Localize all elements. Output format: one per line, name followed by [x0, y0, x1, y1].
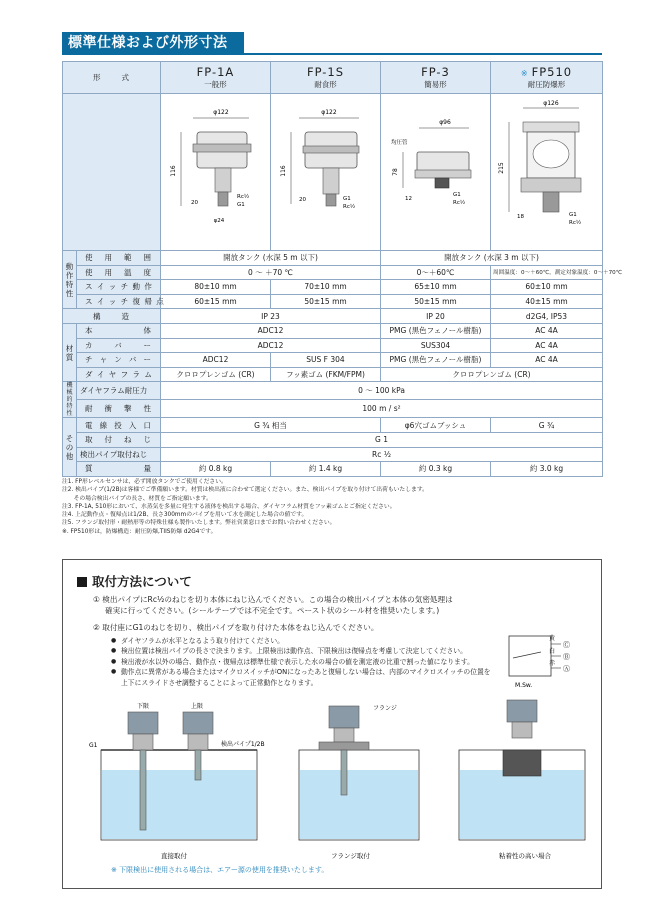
row-structure: 構 造 IP 23 IP 20 d2G4, IP53: [63, 309, 603, 324]
svg-text:G1: G1: [237, 202, 245, 208]
svg-text:20: 20: [191, 200, 198, 206]
model-fp510: ※ FP510 耐圧防爆形: [491, 62, 603, 94]
svg-text:検出パイプ1/2B: 検出パイプ1/2B: [221, 741, 265, 748]
row-chamber: チ ャ ン バ ー ADC12 SUS F 304 PMG (黒色フェノール樹脂) AC 4A: [63, 353, 603, 368]
drawing-fp1s: [271, 94, 381, 251]
drawing-fp510: [491, 94, 603, 251]
install-bullets: ● ダイヤフラムが水平となるよう取り付けてください。 ● 検出位置は検出パイプの長さで決まります。上限検出は動作点、下限検出は復帰点を考慮して決定してください。 ● 検出液が水以外の場合、動作点・復帰点は標準仕様で表示した水の場合の値を測定液の比重で割った値になります。 ● 動作点に異常がある場合またはマイクロスイッチがONになったあと復帰しない場合は、内部のマイクロスイッチの位置を上下にスライドさせ調整することによって正常動作となります。: [111, 636, 491, 688]
install-step-1: ① 検出パイプにRc½のねじを切り本体にねじ込んでください。この場合の検出パイプと本体の気密処理は 確実に行ってください。(シールテープでは不完全です。ペースト状のシール材を推奨いたします。): [93, 595, 453, 615]
header-label: 形 式: [63, 62, 161, 94]
row-diaphragm: ダ イ ヤ フ ラ ム クロロプレンゴム (CR) フッ素ゴム (FKM/FPM) クロロプレンゴム (CR): [63, 367, 603, 382]
svg-text:下限: 下限: [137, 703, 150, 710]
svg-text:20: 20: [299, 197, 306, 203]
svg-text:φ24: φ24: [213, 218, 225, 224]
svg-text:φ122: φ122: [213, 109, 229, 116]
group-other: その他: [63, 418, 77, 476]
drawing-row: [63, 94, 603, 251]
drawing-fp3: [381, 94, 491, 251]
svg-text:赤: 赤: [549, 660, 556, 667]
svg-text:Ⓑ: Ⓑ: [563, 653, 570, 661]
svg-text:78: 78: [392, 168, 399, 176]
svg-text:Rc½: Rc½: [343, 204, 356, 210]
svg-text:白: 白: [549, 648, 556, 655]
svg-text:均圧管: 均圧管: [391, 140, 408, 146]
svg-text:φ122: φ122: [321, 109, 337, 116]
svg-text:φ96: φ96: [439, 119, 451, 126]
row-mount-screw: 取 付 ね じ G 1: [63, 432, 603, 447]
switch-diagram: [501, 630, 577, 694]
svg-text:直接取付: 直接取付: [161, 852, 187, 860]
svg-text:12: 12: [405, 196, 412, 202]
svg-text:G1: G1: [569, 212, 577, 218]
svg-text:Rc½: Rc½: [237, 194, 250, 200]
install-box: [62, 559, 602, 889]
svg-text:φ126: φ126: [543, 100, 559, 107]
group-mech: 機械的特性: [63, 382, 77, 418]
row-cover: カ バ ー ADC12 SUS304 AC 4A: [63, 338, 603, 353]
row-shock: 耐 衝 撃 性 100 m / s²: [63, 400, 603, 418]
spec-table: [62, 61, 623, 477]
svg-text:18: 18: [517, 214, 524, 220]
model-fp1a: FP-1A 一般形: [161, 62, 271, 94]
svg-text:G1: G1: [343, 196, 351, 202]
svg-text:G1: G1: [453, 192, 461, 198]
svg-text:Rc½: Rc½: [453, 200, 466, 206]
model-fp3: FP-3 簡易形: [381, 62, 491, 94]
row-pressure: 機械的特性 ダイヤフラム耐圧力 0 ～ 100 kPa: [63, 382, 603, 400]
row-pipe-screw: 検出パイプ取付ねじ Rc ½: [63, 447, 603, 462]
notes: 注1. FP形レベルセンサは、必ず開放タンクでご使用ください。 注2. 検出パイプ(1/2B)は客様でご準備願います。材質は検出液に合わせて選定ください。また、検出パイプを取り付けて出荷もいたします。 その場合検出パイプの長さ、材質をご指定願います。 注3. FP-1A, 510形において、水蒸気を多量に発生する液体を検出する場合、ダイヤフラム材質をフッ素ゴムとご指定ください。 注4. 上記動作点・復帰点は1/2B、長さ300mmのパイプを用いて水を測定した場合の値です。 注5. フランジ取付形・耐熱形等の特殊仕様も製作いたします。弊社営業窓口までお問い合わせください。 ※. FP510形は，防爆構造：耐圧防爆,TIIS防爆 d2G4です。: [62, 479, 428, 535]
row-switch-on: ス イ ッ チ 動 作 80±10 mm 70±10 mm 65±10 mm 60±10 mm: [63, 280, 603, 295]
install-footnote: ※ 下限検出に使用される場合は、エアー源の使用を推奨いたします。: [111, 866, 329, 874]
svg-text:G1: G1: [89, 742, 98, 749]
svg-text:116: 116: [280, 165, 287, 177]
svg-text:Rc½: Rc½: [569, 220, 582, 226]
svg-text:Ⓐ: Ⓐ: [563, 665, 570, 673]
row-body: 材質 本 体 ADC12 PMG (黒色フェノール樹脂) AC 4A: [63, 323, 603, 338]
drawing-fp1a: [161, 94, 271, 251]
svg-text:215: 215: [498, 162, 505, 174]
row-use-range: 動作特性 使 用 範 囲 開放タンク (水深 5 m 以下) 開放タンク (水深 3 m 以下): [63, 251, 603, 266]
svg-text:粘着性の高い場合: 粘着性の高い場合: [499, 852, 551, 860]
title-rule: [62, 53, 602, 55]
install-figures: [73, 690, 593, 865]
model-fp1s: FP-1S 耐食形: [271, 62, 381, 94]
svg-text:黄: 黄: [549, 635, 556, 642]
install-step-2: ② 取付座にG1のねじを切り、検出パイプを取り付けた本体をねじ込んでください。: [93, 623, 379, 632]
row-mass: 質 量 約 0.8 kg 約 1.4 kg 約 0.3 kg 約 3.0 kg: [63, 462, 603, 477]
section-title: 標準仕様および外形寸法: [62, 32, 244, 54]
group-material: 材質: [63, 323, 77, 381]
row-use-temp: 使 用 温 度 0 ～ ＋70 ℃ 0～＋60℃ 周囲温度：0～＋60℃，測定対象温度：0～＋70℃: [63, 265, 603, 280]
svg-text:上限: 上限: [191, 703, 204, 710]
svg-text:フランジ取付: フランジ取付: [331, 852, 370, 860]
install-title: 取付方法について: [77, 572, 192, 590]
model-header-row: [63, 62, 603, 94]
svg-text:Ⓒ: Ⓒ: [563, 641, 570, 649]
svg-text:M.Sw.: M.Sw.: [515, 682, 533, 689]
row-switch-off: ス イ ッ チ 復 帰 点 60±15 mm 50±15 mm 50±15 mm 40±15 mm: [63, 294, 603, 309]
svg-text:116: 116: [170, 165, 177, 177]
group-operation: 動作特性: [63, 251, 77, 309]
svg-text:フランジ: フランジ: [373, 705, 397, 712]
row-wire-entry: その他 電 線 投 入 口 G ¾ 相当 φ6穴ゴムブッシュ G ¾: [63, 418, 603, 433]
